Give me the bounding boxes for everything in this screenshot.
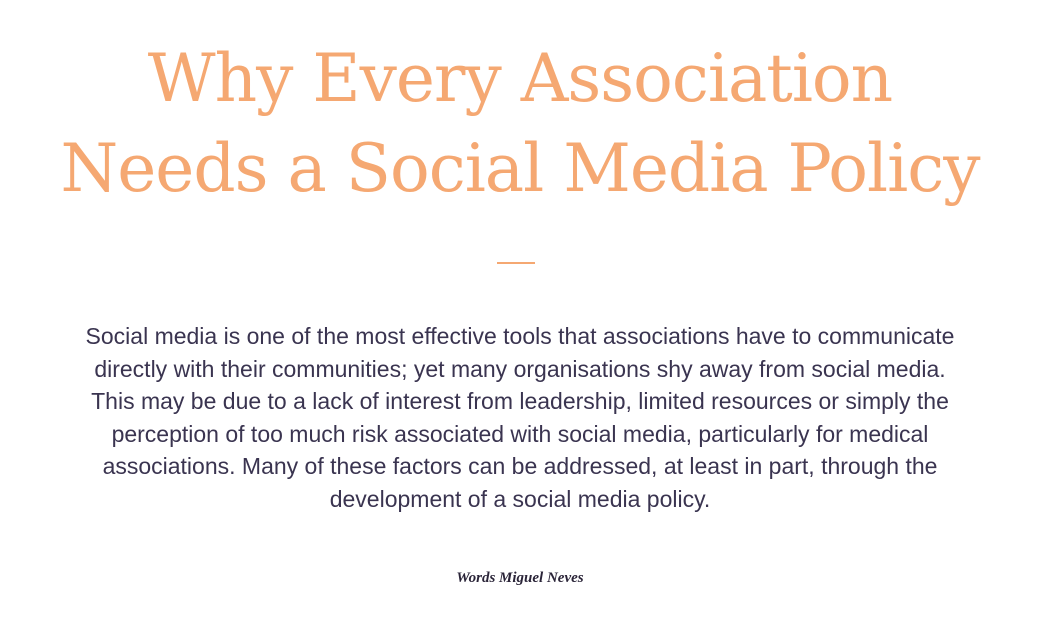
title-divider [497,262,535,264]
author-byline: Words Miguel Neves [456,570,584,586]
article-intro: Social media is one of the most effective tools that associations have to communicate directly with their communities; yet many organisations shy away from social media. This may be due to a lack of interest from leadership, limited resources or simply the perception of too much risk associated with social media, particularly for medical associations. Many of these factors can be addressed, at least in part, through the development of a social media policy. [85,323,955,512]
article-title: Why Every Association Needs a Social Media Policy [60,40,980,207]
